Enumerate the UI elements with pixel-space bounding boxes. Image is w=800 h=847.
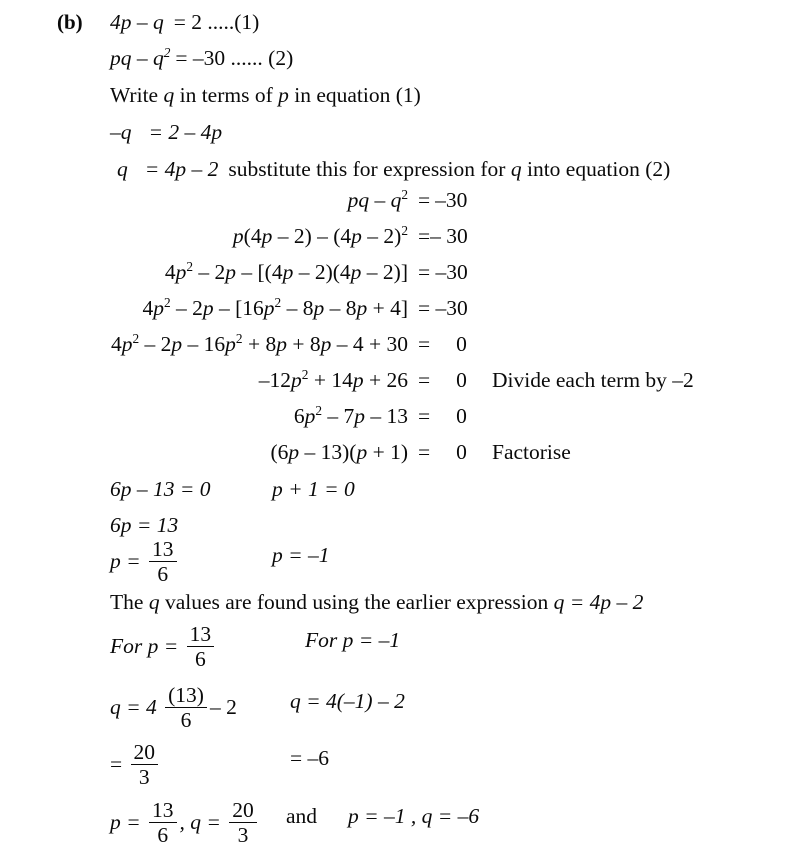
working-rhs: = 0 — [418, 404, 467, 428]
working-rhs: = –30 — [418, 188, 468, 212]
q-left-prefix: q = 4 — [110, 695, 163, 720]
fraction-numerator: 13 — [189, 622, 212, 646]
write-q-middle: in terms of — [174, 83, 279, 107]
solve-left-result — [110, 538, 180, 586]
factor-right-equation: p + 1 = 0 — [272, 477, 355, 501]
q-left-suffix: – 2 — [209, 695, 237, 720]
fraction-denominator: 6 — [149, 822, 177, 846]
for-p-left — [110, 623, 217, 671]
working-lhs: $-12p^2 + 14p + 26$ — [258, 366, 408, 392]
write-q-prefix: Write — [110, 83, 164, 107]
equation-2-lhs: pq – q — [110, 46, 164, 70]
annotation-divide: Divide each term by –2 — [492, 368, 694, 392]
equals-sign: = — [418, 368, 431, 392]
q-right-value: = –6 — [290, 746, 330, 770]
working-lhs: $4p^2 - 2p - [16p^2 - 8p - 8p + 4]$ — [142, 294, 408, 320]
q-left-substitution — [110, 684, 237, 732]
fraction-13-over-6 — [187, 623, 215, 671]
equals-sign: = — [418, 404, 431, 428]
intro-expression: q = 4p – 2 — [553, 590, 644, 614]
substitute-variable: q — [510, 157, 522, 181]
write-q-variable-q: q — [163, 83, 175, 107]
p-equals-label: p = — [110, 549, 147, 574]
fraction-numerator: 13 — [152, 798, 174, 822]
working-rhs: = 0 — [418, 440, 467, 464]
solve-left-step: 6p = 13 — [110, 513, 179, 537]
solve-right-result: p = –1 — [272, 543, 330, 567]
fraction-denominator: 3 — [131, 764, 159, 788]
intro-variable-q: q — [148, 590, 160, 614]
equals-label: = — [110, 752, 128, 777]
working-rhs: =– 30 — [418, 224, 468, 248]
minus-q-rhs: = 2 – 4p — [148, 120, 223, 144]
fraction-numerator: 13 — [152, 537, 174, 561]
working-rhs: = 0 — [418, 368, 467, 392]
q-rhs: = 4p – 2 — [144, 157, 219, 181]
equation-1-lhs: 4p – q — [110, 10, 164, 34]
fraction-13-paren-over-6 — [165, 684, 207, 732]
fraction-20-over-3 — [229, 799, 257, 847]
working-lhs: pq – $q^2$ — [347, 186, 408, 212]
working-rhs: = –30 — [418, 296, 468, 320]
part-label: (b) — [57, 10, 83, 34]
fraction-13-over-6 — [149, 538, 177, 586]
equation-2-exponent: 2 — [163, 44, 171, 60]
substitute-note-end: into equation (2) — [521, 157, 671, 181]
factor-left-equation: 6p – 13 = 0 — [110, 477, 211, 501]
fraction-13-over-6 — [149, 799, 177, 847]
working-lhs: $6p^2 - 7p - 13$ — [293, 402, 408, 428]
fraction-denominator: 3 — [229, 822, 257, 846]
q-right-substitution: q = 4(–1) – 2 — [290, 689, 405, 713]
fraction-denominator: 6 — [187, 646, 215, 670]
equation-1 — [110, 12, 259, 34]
working-rhs: = 0 — [418, 332, 467, 356]
equation-2-rhs: = –30 ...... (2) — [175, 46, 294, 70]
substitute-note: substitute this for expression for — [228, 157, 511, 181]
equals-sign: = — [418, 332, 431, 356]
intro-middle: values are found using the earlier expression — [159, 590, 554, 614]
for-p-right: For p = –1 — [305, 628, 401, 652]
q-lhs: q — [117, 157, 128, 181]
fraction-denominator: 6 — [149, 561, 177, 585]
equation-2 — [110, 44, 294, 70]
fraction-numerator: (13) — [168, 683, 204, 707]
fraction-numerator: 20 — [133, 740, 156, 764]
write-q-variable-p: p — [278, 83, 289, 107]
rearranged-q — [117, 159, 670, 181]
q-left-value — [110, 741, 161, 789]
final-answer-left — [110, 799, 260, 847]
equals-sign: = — [418, 188, 431, 212]
equals-sign: = — [418, 440, 431, 464]
working-lhs: p(4p – 2) – (4p – 2)$^2$ — [232, 222, 408, 248]
working-lhs: $4p^2 - 2p - 16p^2 + 8p + 8p - 4 + 30$ — [110, 330, 408, 356]
q-values-intro — [110, 592, 643, 614]
instruction-write-q — [110, 85, 421, 107]
final-answer-right: p = –1 , q = –6 — [348, 804, 480, 828]
annotation-factorise: Factorise — [492, 440, 571, 464]
fraction-denominator: 6 — [165, 707, 207, 731]
equation-1-rhs: = 2 .....(1) — [173, 10, 260, 34]
fraction-20-over-3 — [131, 741, 159, 789]
final-answer-conjunction: and — [286, 804, 318, 828]
working-lhs: $4p^2 - 2p - [(4p - 2)(4p - 2)]$ — [164, 258, 408, 284]
final-q-label: , q = — [179, 810, 227, 835]
for-p-left-label: For p = — [110, 634, 184, 659]
rearranged-minus-q — [110, 122, 222, 144]
working-lhs: (6p – 13)(p + 1) — [270, 440, 408, 464]
final-p-label: p = — [110, 810, 147, 835]
fraction-numerator: 20 — [232, 798, 254, 822]
minus-q-lhs: –q — [110, 120, 132, 144]
write-q-suffix: in equation (1) — [288, 83, 421, 107]
working-rhs: = –30 — [418, 260, 468, 284]
intro-prefix: The — [110, 590, 149, 614]
